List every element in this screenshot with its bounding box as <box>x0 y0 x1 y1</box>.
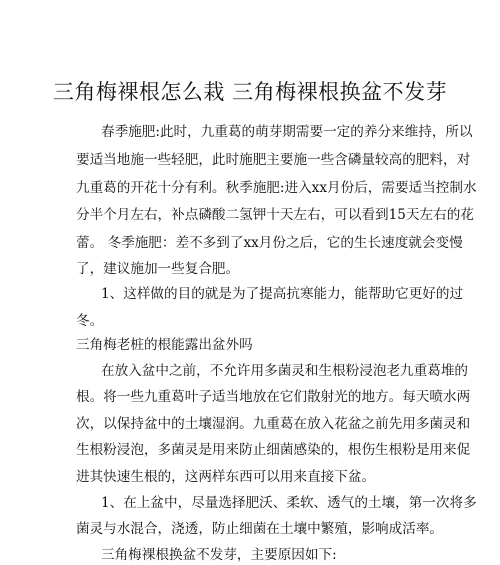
body-line: 冬。 <box>76 313 104 329</box>
body-line: 1、这样做的目的就是为了提高抗寒能力，能帮助它更好的过 <box>101 286 464 302</box>
body-line: 在放入盆中之前，不允许用多菌灵和生根粉浸泡老九重葛堆的 <box>101 363 469 379</box>
body-line: 菌灵与水混合，浇透，防止细菌在土壤中繁殖，影响成活率。 <box>76 521 444 537</box>
body-line: 三角梅裸根换盆不发芽，主要原因如下: <box>101 547 337 563</box>
body-line: 1、在上盆中，尽量选择肥沃、柔软、透气的土壤，第一次将多 <box>101 495 477 511</box>
body-line: 进其快速生根的，这两样东西可以用来直接下盆。 <box>76 469 376 485</box>
document-title: 三角梅裸根怎么栽 三角梅裸根换盆不发芽 <box>52 80 448 104</box>
body-line: 春季施肥:此时，九重葛的萌芽期需要一定的养分来维持，所以 <box>101 124 473 140</box>
body-line: 生根粉浸泡，多菌灵是用来防止细菌感染的，根伤生根粉是用来促 <box>76 442 471 458</box>
body-line: 蕾。 冬季施肥：差不多到了xx月份之后，它的生长速度就会变慢 <box>76 235 463 251</box>
body-line: 了，建议施加一些复合肥。 <box>76 261 240 277</box>
section-heading: 三角梅老桩的根能露出盆外吗 <box>76 337 253 353</box>
body-line: 次，以保持盆中的土壤湿润。九重葛在放入花盆之前先用多菌灵和 <box>76 416 471 432</box>
body-line: 九重葛的开花十分有利。秋季施肥:进入xx月份后，需要适当控制水 <box>76 180 477 196</box>
body-line: 根。将一些九重葛叶子适当地放在它们散射光的地方。每天喷水两 <box>76 389 471 405</box>
body-line: 分半个月左右，补点磷酸二氢钾十天左右，可以看到15天左右的花 <box>76 207 474 223</box>
body-line: 要适当地施一些轻肥，此时施肥主要施一些含磷量较高的肥料，对 <box>76 152 471 168</box>
